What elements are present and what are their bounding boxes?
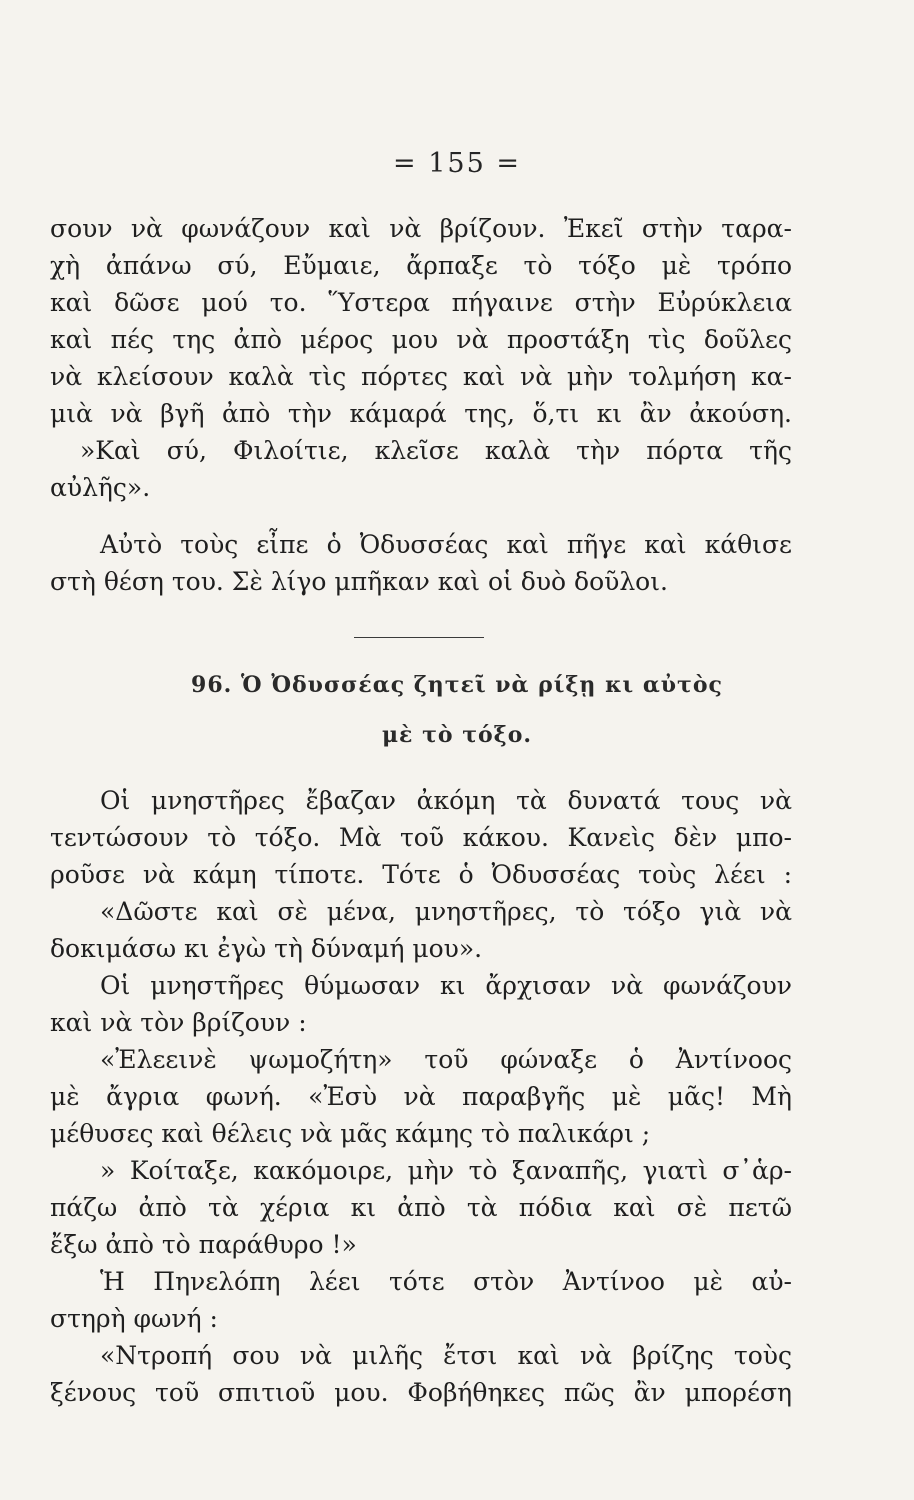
text-line: μέθυσες καὶ θέλεις νὰ μᾶς κάμης τὸ παλικάρι ;	[50, 1119, 651, 1148]
text-line: στὴ θέση του. Σὲ λίγο μπῆκαν καὶ οἱ δυὸ δοῦλοι.	[50, 567, 668, 596]
text-line: καὶ νὰ τὸν βρίζουν :	[50, 1008, 307, 1037]
section-heading-line-1: 96. Ὁ Ὀδυσσέας ζητεῖ νὰ ρίξῃ κι αὐτὸς	[191, 672, 723, 698]
text-line: καὶ πές της ἀπὸ μέρος μου νὰ προστάξη τὶς δοῦλες	[50, 325, 792, 354]
section-divider	[354, 637, 484, 638]
text-line: στηρὴ φωνή :	[50, 1304, 218, 1333]
text-line: δοκιμάσω κι ἐγὼ τὴ δύναμή μου».	[50, 934, 483, 963]
text-line: τεντώσουν τὸ τόξο. Μὰ τοῦ κάκου. Κανεὶς δὲν μπο-	[50, 823, 792, 852]
text-line: πάζω ἀπὸ τὰ χέρια κι ἀπὸ τὰ πόδια καὶ σὲ πετῶ	[50, 1193, 792, 1222]
text-line: » Κοίταξε, κακόμοιρε, μὴν τὸ ξαναπῆς, γιατὶ σ᾽ἁρ-	[100, 1156, 792, 1185]
text-line: Αὐτὸ τοὺς εἶπε ὁ Ὀδυσσέας καὶ πῆγε καὶ κάθισε	[100, 530, 792, 559]
text-line: ἔξω ἀπὸ τὸ παράθυρο !»	[50, 1230, 357, 1259]
text-line: νὰ κλείσουν καλὰ τὶς πόρτες καὶ νὰ μὴν τολμήση κα-	[50, 362, 792, 391]
text-line: σουν νὰ φωνάζουν καὶ νὰ βρίζουν. Ἐκεῖ στὴν ταρα-	[50, 214, 792, 243]
text-line: Ἡ Πηνελόπη λέει τότε στὸν Ἀντίνοο μὲ αὐ-	[100, 1267, 792, 1296]
text-line: ξένους τοῦ σπιτιοῦ μου. Φοβήθηκες πῶς ἂν μπορέση	[50, 1378, 792, 1407]
section-body	[50, 782, 792, 1411]
paragraph-odysseus-sits	[50, 526, 792, 600]
text-line: ροῦσε νὰ κάμη τίποτε. Τότε ὁ Ὀδυσσέας τοὺς λέει :	[50, 860, 792, 889]
text-line: «Ἐλεεινὲ ψωμοζήτη» τοῦ φώναξε ὁ Ἀντίνοος	[100, 1045, 792, 1074]
section-heading-line-2: μὲ τὸ τόξο.	[381, 722, 533, 748]
text-line: »Καὶ σύ, Φιλοίτιε, κλεῖσε καλὰ τὴν πόρτα τῆς	[80, 436, 792, 465]
text-line: «Ντροπή σου νὰ μιλῆς ἔτσι καὶ νὰ βρίζης τοὺς	[100, 1341, 792, 1370]
page-number: = 155 =	[393, 148, 521, 179]
text-line: χὴ ἀπάνω σύ, Εὔμαιε, ἄρπαξε τὸ τόξο μὲ τρόπο	[50, 251, 792, 280]
paragraph-philoitios	[50, 432, 792, 506]
text-line: καὶ δῶσε μού το. Ὕστερα πήγαινε στὴν Εὐρύκλεια	[50, 288, 792, 317]
text-line: Οἱ μνηστῆρες θύμωσαν κι ἄρχισαν νὰ φωνάζουν	[100, 971, 792, 1000]
paragraph-continuation	[50, 210, 792, 432]
text-line: μιὰ νὰ βγῆ ἀπὸ τὴν κάμαρά της, ὅ,τι κι ἂν ἀκούση.	[50, 399, 792, 428]
text-line: αὐλῆς».	[50, 473, 151, 502]
text-line: Οἱ μνηστῆρες ἔβαζαν ἀκόμη τὰ δυνατά τους νὰ	[100, 786, 792, 815]
text-line: μὲ ἄγρια φωνή. «Ἐσὺ νὰ παραβγῆς μὲ μᾶς! Μὴ	[50, 1082, 792, 1111]
text-line: «Δῶστε καὶ σὲ μένα, μνηστῆρες, τὸ τόξο γιὰ νὰ	[100, 897, 792, 926]
